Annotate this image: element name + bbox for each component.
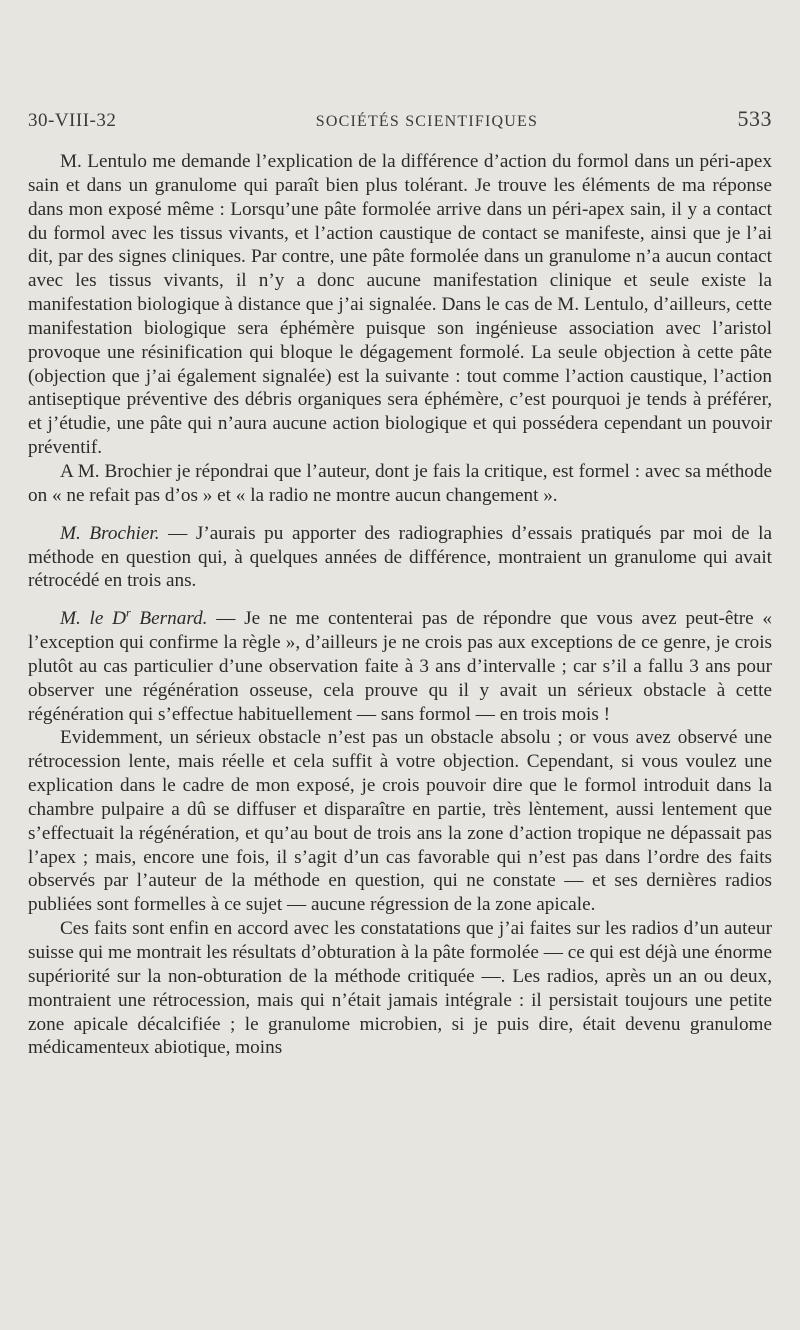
header-title: SOCIÉTÉS SCIENTIFIQUES xyxy=(315,113,539,130)
paragraph-text: Ces faits sont enfin en accord avec les constatations que j’ai faites sur les radios d’un auteur suisse qui me montrait les résultats d’obturation à la pâte formolée — ce qui est déjà une énorme supériorité sur la non-obturation de la méthode critiquée —. Les radios, après un an ou deux, montraient une rétrocession, mais qui n’était jamais intégrale : il persistait toujours une petite zone apicale décalcifiée ; le granulome microbien, si je puis dire, était devenu granulome médicamenteux abiotique, moins xyxy=(28,918,772,1059)
paragraph-brochier-remark xyxy=(28,522,772,594)
body-text xyxy=(28,150,772,1060)
speaker-name xyxy=(60,605,208,630)
paragraph-text: — J’aurais pu apporter des radiographies d’essais pratiqués par moi de la méthode en question qui, à quelques années de différence, montraient un granulome qui avait rétrocédé en trois ans. xyxy=(28,522,773,592)
speaker-suffix: Bernard. xyxy=(130,608,208,630)
page-number: 533 xyxy=(737,106,772,131)
paragraph-lentulo-reply xyxy=(28,150,772,460)
speaker-prefix: M. le D xyxy=(60,608,126,630)
header-date: 30-VIII-32 xyxy=(28,110,117,131)
speaker-superscript: r xyxy=(126,605,131,620)
paragraph-text: — Je ne me contenterai pas de répondre que vous avez peut-être « l’exception qui confirme la règle », d’ailleurs je ne crois pas aux exceptions de ce genre, je crois plutôt au cas particulier d’une observation faite à 3 ans d’intervalle ; car s’il a fallu 3 ans pour observer une régénération osseuse, cela prouve qu il y avait un sérieux obstacle à cette régénération qui s’effectue habituellement — sans formol — en trois mois ! xyxy=(28,608,772,725)
paragraph-text: Evidemment, un sérieux obstacle n’est pas un obstacle absolu ; or vous avez observé une rétrocession lente, mais réelle et cela suffit à votre objection. Cependant, si vous voulez une explication dans le cadre de mon exposé, je crois pouvoir dire que le formol introduit dans la chambre pulpaire a dû se diffuser et disparaître en partie, très lèntement, aussi lentement que s’effectuait la régénération, et qu’au bout de trois ans la zone d’action tropique ne dépassait pas l’apex ; mais, encore une fois, il s’agit d’un cas favorable qui n’est pas dans l’ordre des faits observés par l’auteur de la méthode en question, qui ne constate — et ses dernières radios publiées sont formelles à ce sujet — aucune régression de la zone apicale. xyxy=(28,727,772,916)
paragraph-evidemment xyxy=(28,726,772,917)
speaker-name: M. Brochier. xyxy=(60,522,160,544)
paragraph-text: A M. Brochier je répondrai que l’auteur, dont je fais la critique, est formel : avec sa méthode on « ne refait pas d’os » et « la radio ne montre aucun changement ». xyxy=(28,460,772,506)
paragraph-bernard-remark xyxy=(28,607,772,726)
paragraph-ces-faits xyxy=(28,917,772,1060)
running-header xyxy=(28,106,772,132)
paragraph-brochier-reply xyxy=(28,460,772,508)
paragraph-text: M. Lentulo me demande l’explication de la différence d’action du formol dans un péri-apex sain et dans un granulome qui paraît bien plus tolérant. Je trouve les éléments de ma réponse dans mon exposé même : Lorsqu’une pâte formolée arrive dans un péri-apex sain, il y a contact du formol avec les tissus vivants, et l’action caustique de contact se manifeste, ainsi que je l’ai dit, par des signes cliniques. Par contre, une pâte formolée dans un granulome n’a aucun contact avec les tissus vivants, il n’y a donc aucune manifestation clinique et seule existe la manifestation biologique à distance que j’ai signalée. Dans le cas de M. Lentulo, d’ailleurs, cette manifestation biologique sera éphémère puisque son ingénieuse association avec l’aristol provoque une résinification qui bloque le dégagement formolé. La seule objection à cette pâte (objection que j’ai également signalée) est la suivante : tout comme l’action caustique, l’action antiseptique préventive des débris organiques sera éphémère, c’est pourquoi je tends à préférer, et j’étudie, une pâte qui n’aura aucune action biologique et qui possédera cependant un pouvoir préventif. xyxy=(28,151,772,459)
